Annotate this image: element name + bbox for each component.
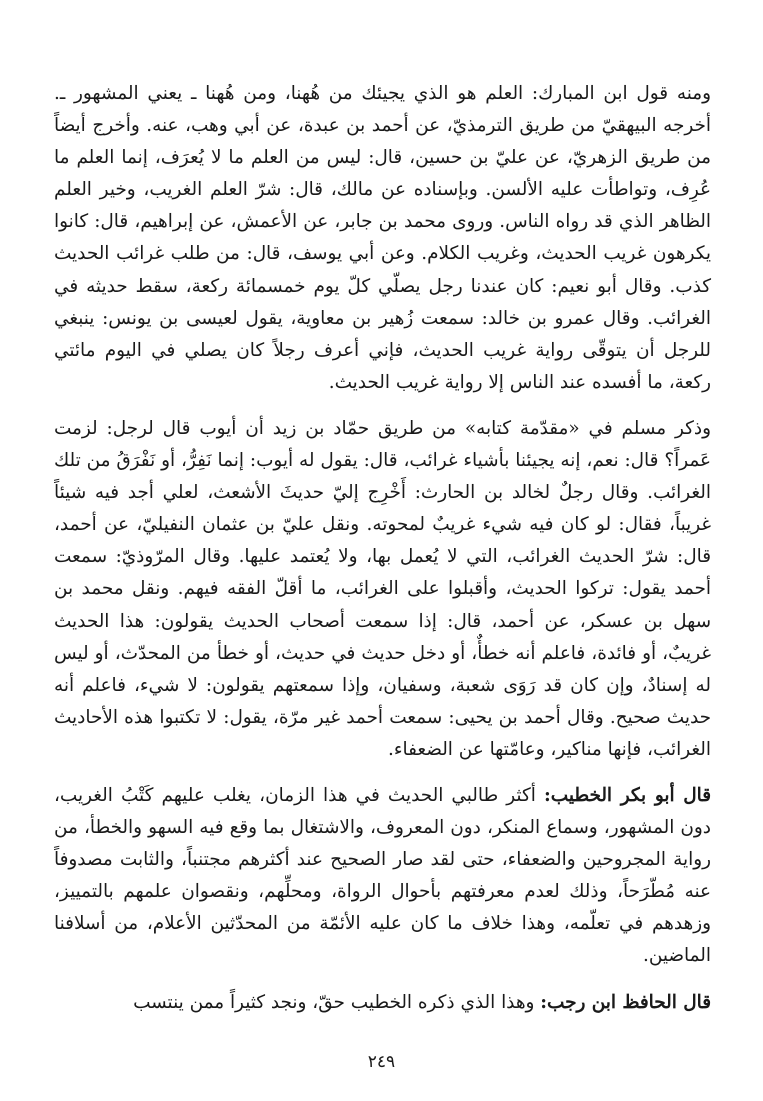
paragraph-3-lead: قال أبو بكر الخطيب: (543, 784, 711, 806)
paragraph-3-text: أكثر طالبي الحديث في هذا الزمان، يغلب عليهم كَتْبُ الغريب، دون المشهور، وسماع المنكر، دون المعروف، والاشتغال بما وقع فيه السهو والخطأ، من رواية المجروحين والضعفاء، حتى لقد صار الصحيح عند أكثرهم مجتنباً، والثابت مصدوفاً عنه مُطّرَحاً، وذلك لعدم معرفتهم بأحوال الرواة، ومحلِّهم، ونقصوان علمهم بالتمييز، وزهدهم في تعلّمه، وهذا خلاف ما كان عليه الأئمّة من المحدّثين الأعلام، من أسلافنا الماضين. (54, 784, 711, 967)
paragraph-1 (54, 78, 711, 399)
paragraph-4-lead: قال الحافظ ابن رجب: (540, 991, 711, 1013)
paragraph-1-text: ومنه قول ابن المبارك: العلم هو الذي يجيئك من هُهنا، ومن هُهنا ـ يعني المشهور ـ. أخرجه البيهقيّ من طريق الترمذيّ، عن أحمد بن عبدة، عن أبي وهب، عنه. وأخرج أيضاً من طريق الزهريّ، عن عليّ بن حسين، قال: ليس من العلم ما لا يُعرَف، إنما العلم ما عُرِف، وتواطأت عليه الألسن. وبإسناده عن مالك، قال: شرّ العلم الغريب، وخير العلم الظاهر الذي قد رواه الناس. وروى محمد بن جابر، عن الأعمش، عن إبراهيم، قال: كانوا يكرهون غريب الحديث، وغريب الكلام. وعن أبي يوسف، قال: من طلب غرائب الحديث كذب. وقال أبو نعيم: كان عندنا رجل يصلّي كلّ يوم خمسمائة ركعة، سقط حديثه في الغرائب. وقال عمرو بن خالد: سمعت زُهير بن معاوية، يقول لعيسى بن يونس: ينبغي للرجل أن يتوقّى رواية غريب الحديث، فإني أعرف رجلاً كان يصلي في اليوم مائتي ركعة، ما أفسده عند الناس إلا رواية غريب الحديث. (54, 83, 711, 393)
paragraph-4-text: وهذا الذي ذكره الخطيب حقّ، ونجد كثيراً ممن ينتسب (133, 991, 541, 1013)
paragraph-3 (54, 780, 711, 973)
paragraph-2-text: وذكر مسلم في «مقدّمة كتابه» من طريق حمّاد بن زيد أن أيوب قال لرجل: لزمت عَمراً؟ قال: نعم، إنه يجيئنا بأشياء غرائب، قال: يقول له أيوب: إنما نَفِرُّ، أو نَفْرَقُ من تلك الغرائب. وقال رجلٌ لخالد بن الحارث: أَخْرِج إليّ حديثَ الأشعث، لعلي أجد فيه شيئاً غريباً، فقال: لو كان فيه شيء غريبٌ لمحوته. ونقل عليّ بن عثمان النفيليّ، عن أحمد، قال: شرّ الحديث الغرائب، التي لا يُعمل بها، ولا يُعتمد عليها. وقال المرّوذيّ: سمعت أحمد يقول: تركوا الحديث، وأقبلوا على الغرائب، ما أقلّ الفقه فيهم. ونقل محمد بن سهل بن عسكر، عن أحمد، قال: إذا سمعت أصحاب الحديث يقولون: هذا الحديث غريبٌ، أو فائدة، فاعلم أنه خطأٌ، أو دخل حديث في حديث، أو خطأ من المحدّث، أو ليس له إسنادٌ، وإن كان قد رَوَى شعبة، وسفيان، وإذا سمعتهم يقولون: لا شيء، فاعلم أنه حديث صحيح. وقال أحمد بن يحيى: سمعت أحمد غير مرّة، يقول: لا تكتبوا هذه الأحاديث الغرائب، فإنها مناكير، وعامّتها عن الضعفاء. (54, 417, 711, 760)
page-number: ٢٤٩ (367, 1052, 396, 1072)
paragraph-2 (54, 413, 711, 766)
paragraph-4 (54, 987, 711, 1019)
